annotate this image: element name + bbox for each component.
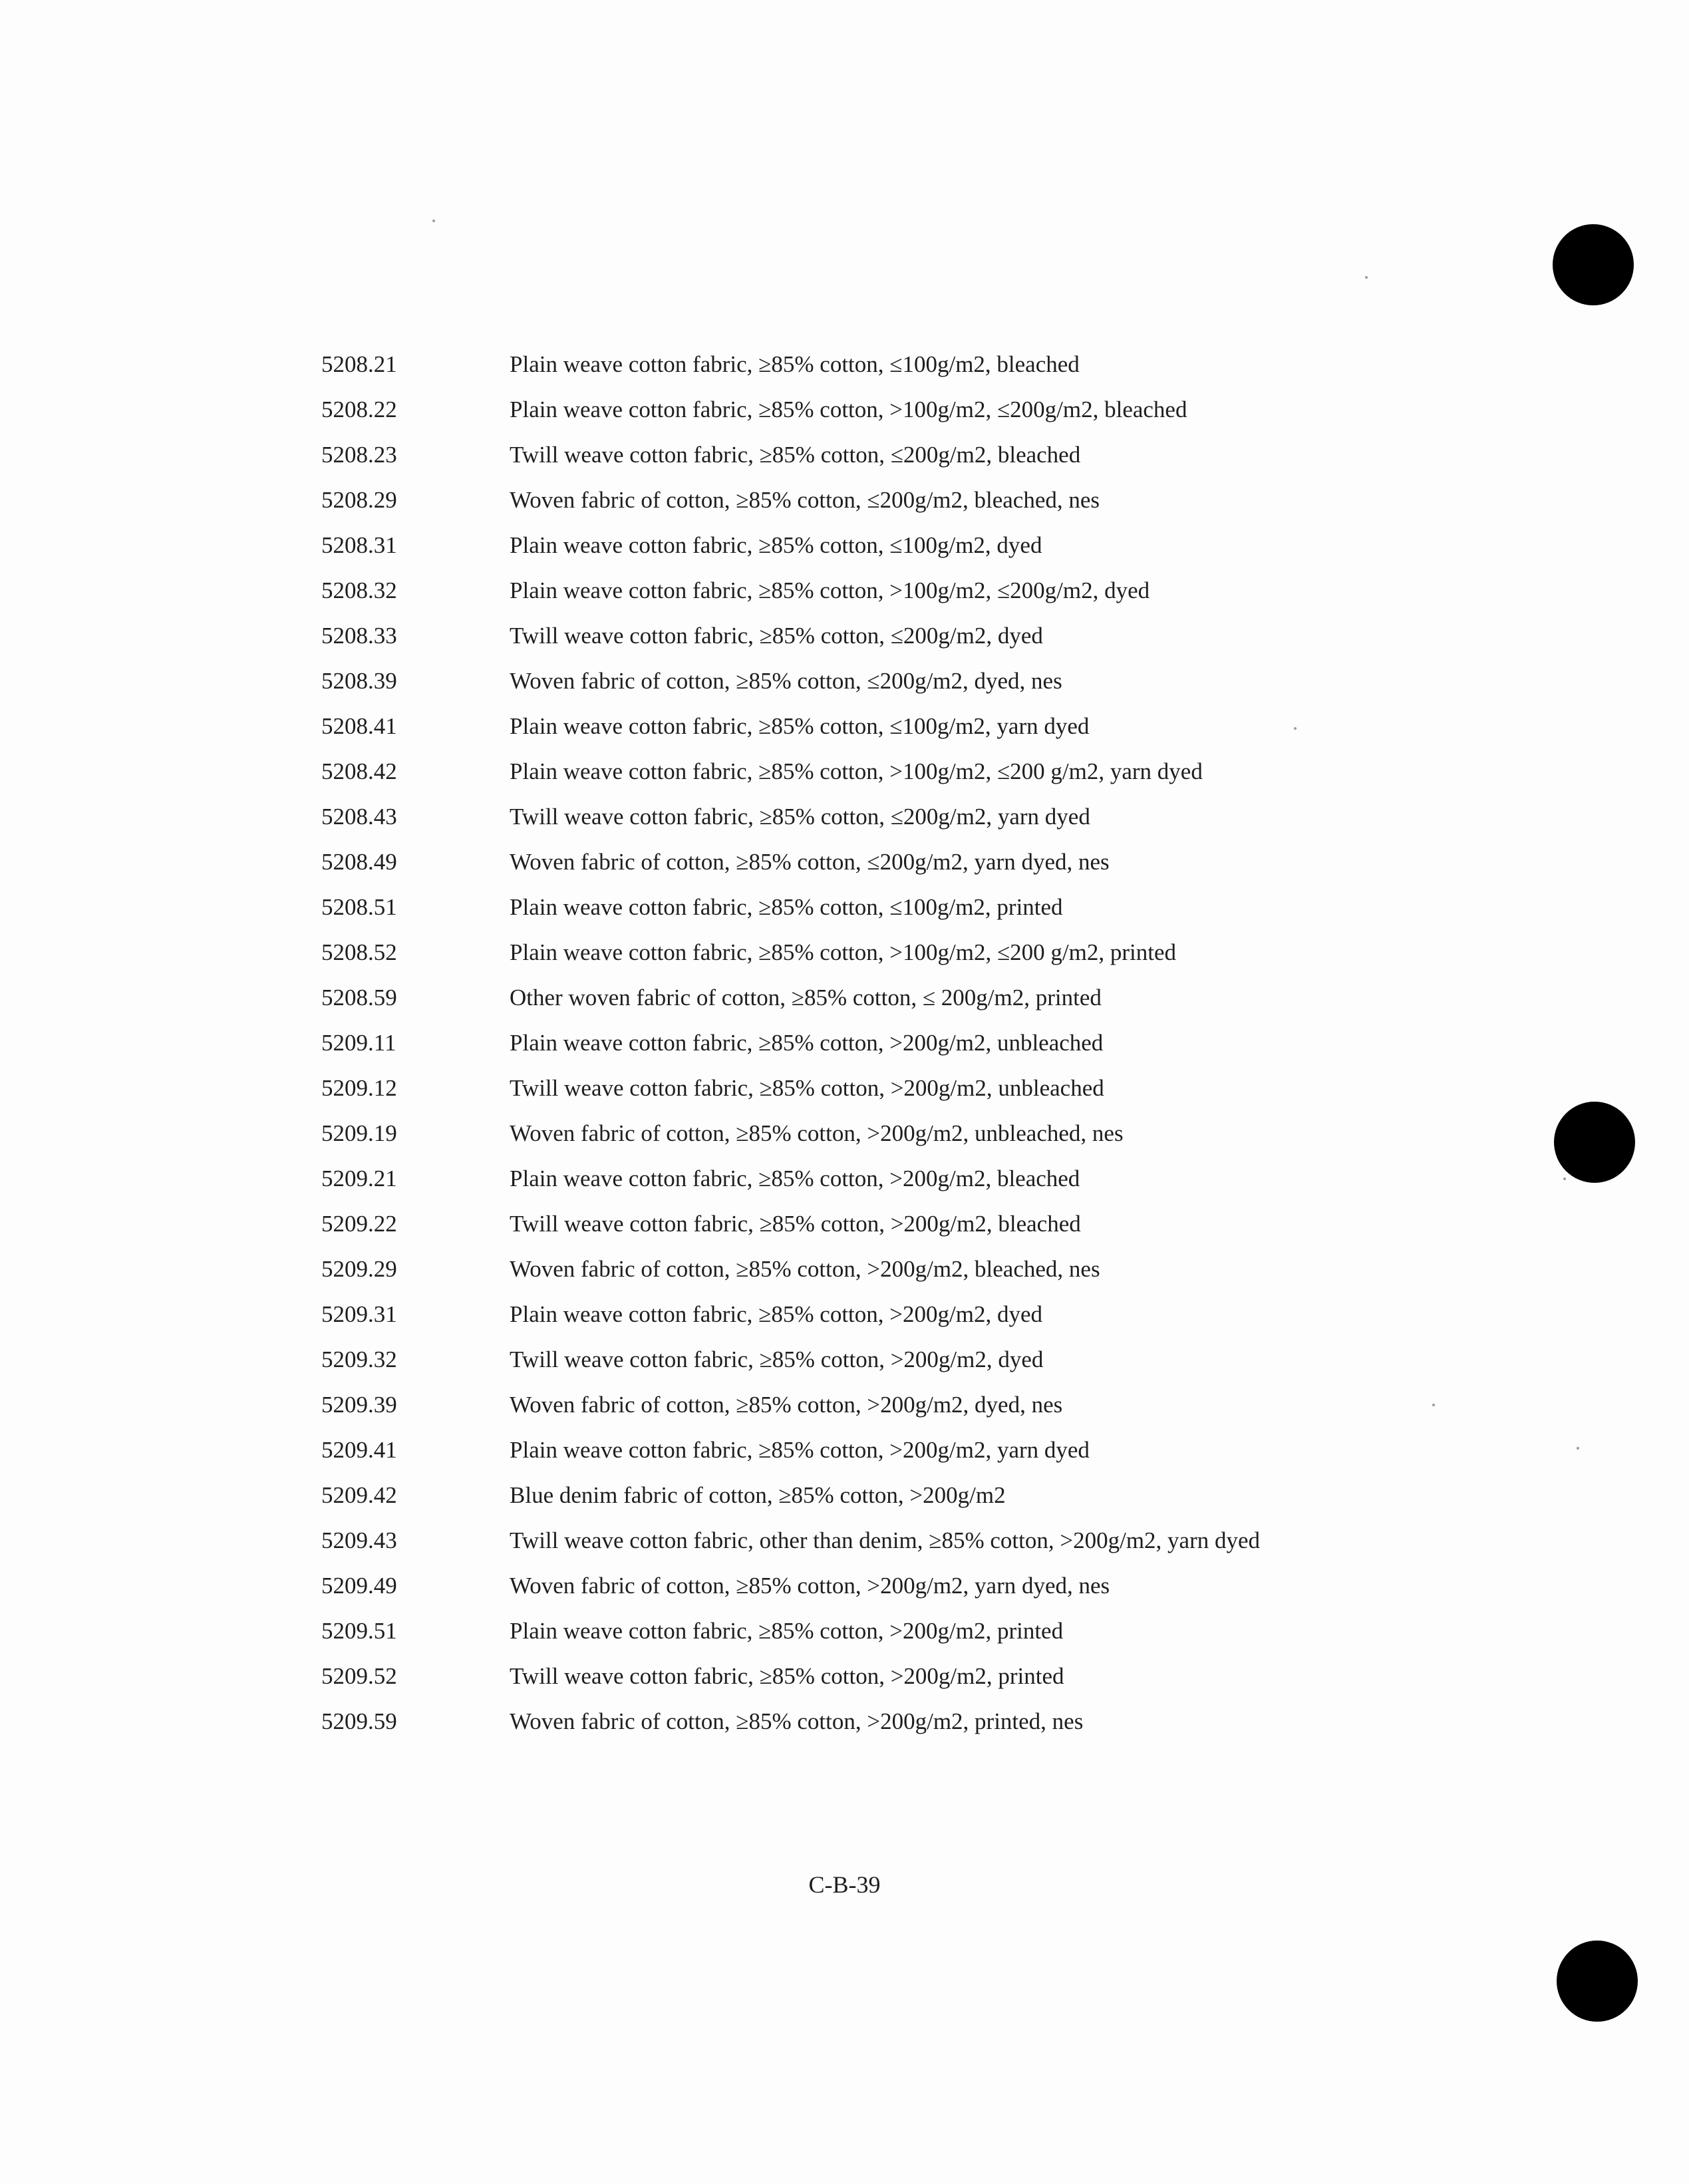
tariff-description: Woven fabric of cotton, ≥85% cotton, ≤200g/m2, bleached, nes [510,487,1100,513]
tariff-code: 5209.29 [321,1256,397,1282]
table-row [321,934,1452,979]
table-row [321,844,1452,889]
tariff-code: 5209.39 [321,1392,397,1418]
table-row [321,1070,1452,1115]
tariff-code: 5209.12 [321,1075,397,1101]
table-row [321,346,1452,391]
tariff-code: 5209.11 [321,1030,396,1056]
tariff-code: 5208.43 [321,804,397,830]
tariff-description: Plain weave cotton fabric, ≥85% cotton, ≤100g/m2, yarn dyed [510,713,1090,739]
table-row [321,753,1452,798]
punch-hole-top [1553,224,1634,305]
table-row [321,1658,1452,1703]
tariff-description: Woven fabric of cotton, ≥85% cotton, ≤200g/m2, dyed, nes [510,668,1062,694]
tariff-description: Plain weave cotton fabric, ≥85% cotton, >200g/m2, bleached [510,1166,1080,1191]
tariff-description: Plain weave cotton fabric, ≥85% cotton, ≤100g/m2, printed [510,894,1063,920]
tariff-description: Woven fabric of cotton, ≥85% cotton, ≤200g/m2, yarn dyed, nes [510,849,1110,875]
table-row [321,1341,1452,1386]
table-row [321,1567,1452,1613]
tariff-code: 5209.42 [321,1482,397,1508]
tariff-code: 5208.49 [321,849,397,875]
tariff-code: 5209.52 [321,1663,397,1689]
tariff-code: 5209.19 [321,1120,397,1146]
table-row [321,1613,1452,1658]
tariff-description: Plain weave cotton fabric, ≥85% cotton, ≤100g/m2, dyed [510,532,1042,558]
tariff-code: 5209.41 [321,1437,397,1463]
tariff-code: 5208.52 [321,939,397,965]
tariff-code: 5208.39 [321,668,397,694]
page-number: C-B-39 [808,1871,881,1898]
table-row [321,1386,1452,1432]
table-row [321,1432,1452,1477]
punch-hole-bottom [1557,1941,1638,2022]
tariff-code: 5208.59 [321,985,397,1011]
tariff-description: Twill weave cotton fabric, other than denim, ≥85% cotton, >200g/m2, yarn dyed [510,1527,1261,1553]
table-row [321,889,1452,934]
tariff-code: 5209.21 [321,1166,397,1191]
tariff-description: Woven fabric of cotton, ≥85% cotton, >200g/m2, dyed, nes [510,1392,1063,1418]
tariff-description: Plain weave cotton fabric, ≥85% cotton, >100g/m2, ≤200 g/m2, yarn dyed [510,758,1203,784]
tariff-code: 5208.22 [321,396,397,422]
tariff-description: Woven fabric of cotton, ≥85% cotton, >200g/m2, yarn dyed, nes [510,1573,1110,1599]
table-row [321,1477,1452,1522]
tariff-code: 5209.43 [321,1527,397,1553]
table-row [321,1160,1452,1205]
tariff-description: Blue denim fabric of cotton, ≥85% cotton, >200g/m2 [510,1482,1006,1508]
tariff-description: Plain weave cotton fabric, ≥85% cotton, >200g/m2, yarn dyed [510,1437,1090,1463]
table-row [321,798,1452,844]
table-row [321,1205,1452,1251]
tariff-description: Plain weave cotton fabric, ≥85% cotton, >100g/m2, ≤200g/m2, dyed [510,577,1150,603]
table-row [321,1115,1452,1160]
tariff-description: Plain weave cotton fabric, ≥85% cotton, ≤100g/m2, bleached [510,351,1080,377]
table-row [321,617,1452,663]
tariff-code: 5208.41 [321,713,397,739]
tariff-code: 5208.32 [321,577,397,603]
table-row [321,1522,1452,1567]
tariff-description: Plain weave cotton fabric, ≥85% cotton, >200g/m2, dyed [510,1301,1042,1327]
tariff-description: Twill weave cotton fabric, ≥85% cotton, >200g/m2, bleached [510,1211,1081,1237]
tariff-code: 5208.51 [321,894,397,920]
tariff-code: 5209.22 [321,1211,397,1237]
tariff-code: 5208.21 [321,351,397,377]
tariff-description: Twill weave cotton fabric, ≥85% cotton, >200g/m2, unbleached [510,1075,1104,1101]
tariff-code: 5208.42 [321,758,397,784]
scan-speck [1365,276,1368,279]
tariff-code: 5209.59 [321,1708,397,1734]
table-row [321,979,1452,1024]
table-row [321,572,1452,617]
table-row [321,1296,1452,1341]
punch-hole-middle [1554,1102,1635,1183]
tariff-code: 5208.23 [321,442,397,468]
tariff-description: Woven fabric of cotton, ≥85% cotton, >200g/m2, printed, nes [510,1708,1084,1734]
tariff-description: Plain weave cotton fabric, ≥85% cotton, >100g/m2, ≤200g/m2, bleached [510,396,1187,422]
table-row [321,663,1452,708]
tariff-description: Plain weave cotton fabric, ≥85% cotton, >200g/m2, printed [510,1618,1064,1644]
table-row [321,1703,1452,1748]
tariff-description: Twill weave cotton fabric, ≥85% cotton, ≤200g/m2, dyed [510,623,1043,649]
scan-speck [1563,1177,1566,1180]
tariff-description: Twill weave cotton fabric, ≥85% cotton, ≤200g/m2, bleached [510,442,1081,468]
tariff-code: 5209.49 [321,1573,397,1599]
tariff-description: Woven fabric of cotton, ≥85% cotton, >200g/m2, unbleached, nes [510,1120,1124,1146]
scan-speck [432,220,435,222]
table-row [321,391,1452,436]
table-row [321,1251,1452,1296]
tariff-description: Twill weave cotton fabric, ≥85% cotton, >200g/m2, dyed [510,1346,1044,1372]
tariff-code: 5209.51 [321,1618,397,1644]
tariff-code: 5209.31 [321,1301,397,1327]
tariff-code-table [321,346,1452,1748]
table-row [321,527,1452,572]
tariff-code: 5208.33 [321,623,397,649]
tariff-code: 5208.31 [321,532,397,558]
table-row [321,1024,1452,1070]
table-row [321,708,1452,753]
table-row [321,482,1452,527]
tariff-description: Other woven fabric of cotton, ≥85% cotton, ≤ 200g/m2, printed [510,985,1102,1011]
scan-speck [1577,1447,1579,1450]
tariff-description: Twill weave cotton fabric, ≥85% cotton, >200g/m2, printed [510,1663,1064,1689]
tariff-code: 5209.32 [321,1346,397,1372]
table-row [321,436,1452,482]
tariff-description: Plain weave cotton fabric, ≥85% cotton, >200g/m2, unbleached [510,1030,1104,1056]
tariff-code: 5208.29 [321,487,397,513]
tariff-description: Woven fabric of cotton, ≥85% cotton, >200g/m2, bleached, nes [510,1256,1100,1282]
tariff-description: Plain weave cotton fabric, ≥85% cotton, >100g/m2, ≤200 g/m2, printed [510,939,1176,965]
tariff-description: Twill weave cotton fabric, ≥85% cotton, ≤200g/m2, yarn dyed [510,804,1090,830]
